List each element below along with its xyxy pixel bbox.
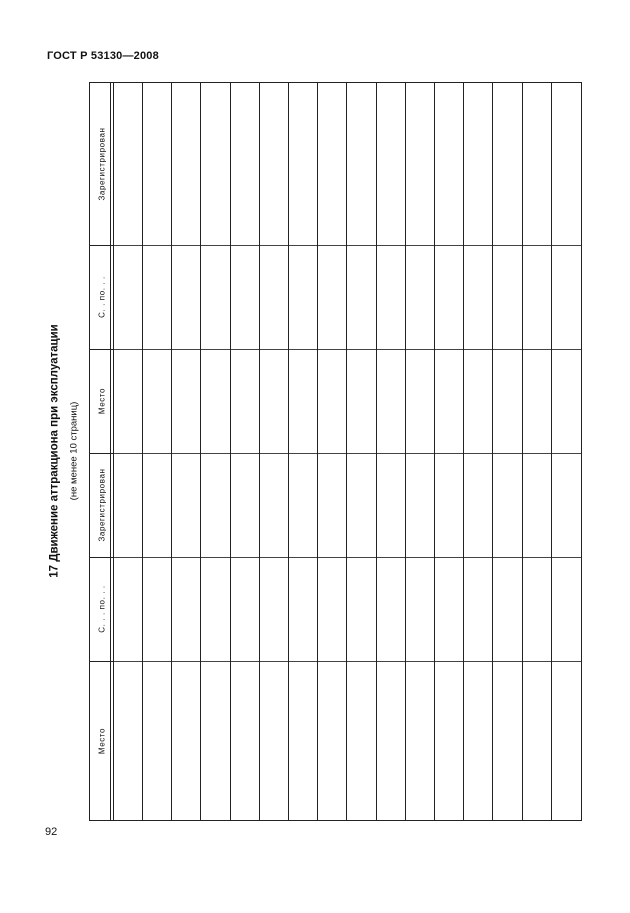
row-line [376,83,377,820]
row-line [142,83,143,820]
row-line [405,83,406,820]
section-divider [113,557,581,558]
register-table [89,82,582,821]
row-line [522,83,523,820]
header-strip-line [113,83,114,820]
section-divider [113,349,581,350]
row-line [434,83,435,820]
column-header-place: Место [97,387,106,415]
table-subtitle: (не менее 10 страниц) [68,401,79,501]
column-header-registered: Зарегистрирован [97,127,106,201]
row-line [288,83,289,820]
column-header-period: С. . . по. . . [97,585,106,633]
column-header-period: С. . по. . . [97,276,106,318]
row-line [463,83,464,820]
row-line [317,83,318,820]
row-line [346,83,347,820]
row-line [171,83,172,820]
section-divider [113,245,581,246]
row-line [200,83,201,820]
column-header-place: Место [97,727,106,754]
column-header-registered: Зарегистрирован [97,468,106,542]
section-divider [113,661,581,662]
table-title: 17 Движение аттракциона при эксплуатации [48,324,60,578]
row-line [492,83,493,820]
row-line [259,83,260,820]
page-number: 92 [45,826,58,838]
row-line [230,83,231,820]
section-divider [113,453,581,454]
row-line [551,83,552,820]
standard-header: ГОСТ Р 53130—2008 [47,50,159,62]
